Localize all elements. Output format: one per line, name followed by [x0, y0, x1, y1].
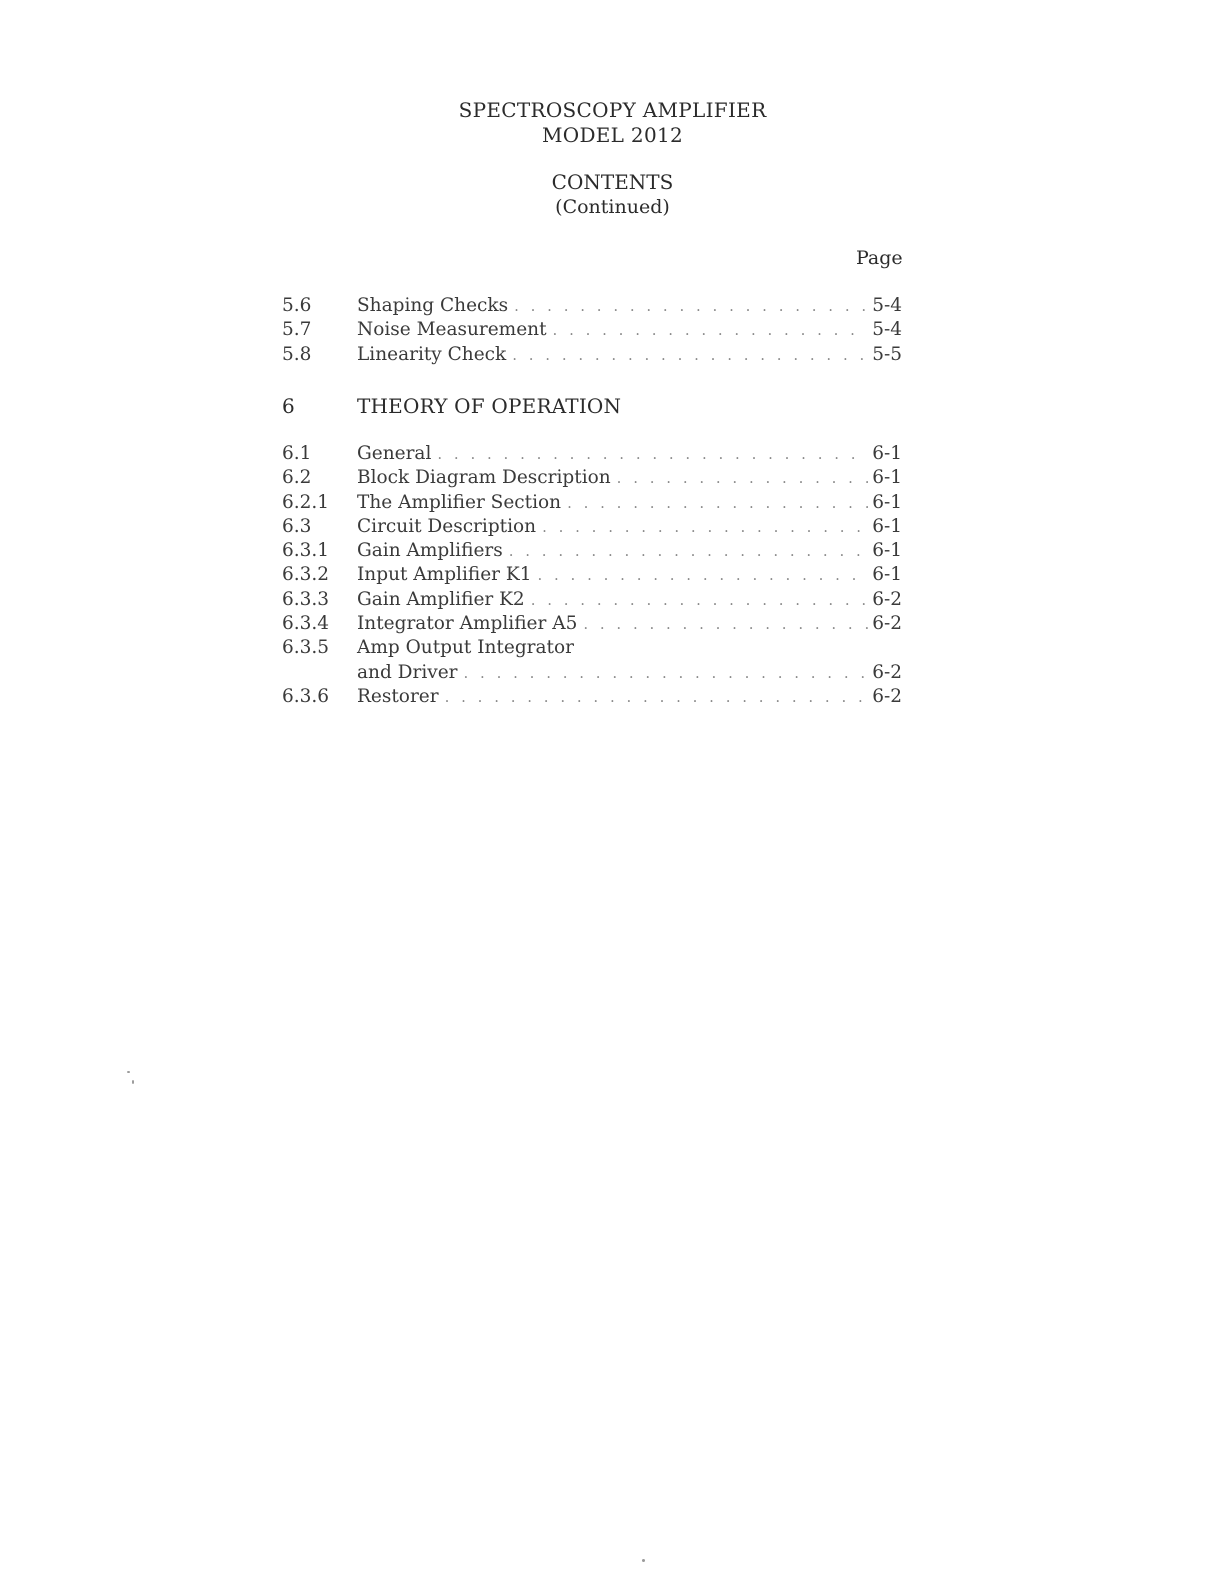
toc-entry-title: Restorer: [357, 685, 445, 709]
toc-entry-page: 6-1: [868, 539, 902, 563]
toc-entry-title: Shaping Checks: [357, 294, 514, 318]
continued-label: (Continued): [555, 196, 670, 218]
toc-entry-title: Integrator Amplifier A5: [357, 612, 583, 636]
toc-entry-title: Linearity Check: [357, 343, 512, 367]
model-number: MODEL 2012: [541, 123, 684, 147]
toc-dot-leader: [437, 442, 868, 466]
scan-speck: [132, 1080, 134, 1084]
document-header: [0, 98, 1225, 219]
section-number: 6: [282, 394, 295, 418]
toc-entry-page: 6-2: [868, 661, 902, 685]
toc-entry-page: 6-2: [868, 612, 902, 636]
toc-entry-page: 6-2: [868, 685, 902, 709]
toc-entry-number: 6.3.3: [282, 588, 330, 610]
toc-entry-body: [357, 685, 902, 709]
toc-entry-body: [357, 588, 902, 612]
toc-entry-body: [357, 539, 902, 563]
toc-list-section-5: [282, 294, 902, 367]
toc-entry-number: 6.3.2: [282, 564, 330, 586]
toc-entry-title: Gain Amplifiers: [357, 539, 509, 563]
toc-entry-page: 6-2: [868, 588, 902, 612]
toc-entry-page: 5-5: [868, 343, 902, 367]
toc-entry: [282, 539, 902, 563]
document-title: SPECTROSCOPY AMPLIFIER: [458, 98, 767, 122]
toc-entry-number: 6.3.1: [282, 540, 330, 562]
section-title: THEORY OF OPERATION: [357, 394, 622, 418]
toc-entry-number: 6.2.1: [282, 491, 330, 513]
toc-entry-body: [357, 491, 902, 515]
toc-dot-leader: [583, 612, 868, 636]
toc-entry-title: Input Amplifier K1: [357, 563, 537, 587]
toc-entry: [282, 491, 902, 515]
toc-entry: [282, 466, 902, 490]
toc-entry: [282, 685, 902, 709]
toc-entry-page: 6-1: [868, 466, 902, 490]
toc-entry-number: 5.6: [282, 295, 312, 316]
toc-entry-body: [357, 466, 902, 490]
toc-dot-leader: [531, 588, 869, 612]
toc-entry-body: [357, 318, 902, 342]
toc-entry-body: [357, 612, 902, 636]
toc-dot-leader: [512, 343, 868, 367]
toc-entry-page: 6-1: [868, 563, 902, 587]
toc-entry-number: 5.7: [282, 319, 312, 341]
toc-entry-body: [357, 515, 902, 539]
toc-dot-leader: [464, 661, 869, 685]
toc-entry: [282, 636, 902, 660]
toc-entry: [282, 563, 902, 587]
toc-entry: [282, 661, 902, 685]
toc-entry-number: 6.3.4: [282, 613, 330, 635]
toc-dot-leader: [445, 685, 869, 709]
toc-entry-body: [357, 661, 902, 685]
toc-entry-title: The Amplifier Section: [357, 491, 567, 515]
toc-entry-title: and Driver: [357, 661, 464, 685]
toc-entry-title: Amp Output Integrator: [357, 636, 580, 660]
toc-entry-body: [357, 563, 902, 587]
toc-entry: [282, 343, 902, 367]
toc-entry-number: 6.3.6: [282, 685, 330, 707]
toc-entry-page: 6-1: [868, 515, 902, 539]
toc-entry-page: 6-1: [868, 442, 902, 466]
toc-entry-title: Gain Amplifier K2: [357, 588, 531, 612]
toc-entry-number: 5.8: [282, 343, 312, 365]
toc-dot-leader: [567, 491, 868, 515]
toc-entry-number: 6.1: [282, 443, 312, 464]
toc-entry: [282, 612, 902, 636]
page-column-label: Page: [856, 247, 903, 269]
scan-speck: [642, 1559, 645, 1562]
toc-entry-page: 5-4: [868, 294, 902, 318]
toc-entry: [282, 318, 902, 342]
toc-entry-page: 6-1: [868, 491, 902, 515]
toc-entry-number: 6.3: [282, 515, 312, 537]
toc-dot-leader: [617, 466, 869, 490]
toc-dot-leader: [553, 318, 869, 342]
toc-entry-title: Block Diagram Description: [357, 466, 617, 490]
toc-entry-title: General: [357, 442, 437, 466]
toc-entry-title: Circuit Description: [357, 515, 542, 539]
toc-entry: [282, 515, 902, 539]
toc-entry-body: [357, 343, 902, 367]
toc-entry: [282, 588, 902, 612]
toc-dot-leader: [537, 563, 868, 587]
toc-entry-title: Noise Measurement: [357, 318, 553, 342]
toc-entry-body: [357, 442, 902, 466]
toc-entry-number: 6.2: [282, 467, 312, 489]
toc-dot-leader: [514, 294, 868, 318]
toc-entry-body: [357, 636, 902, 660]
contents-heading: CONTENTS: [551, 170, 674, 194]
toc-entry-number: 6.3.5: [282, 637, 330, 659]
toc-dot-leader: [509, 539, 868, 563]
toc-entry: [282, 294, 902, 318]
toc-entry: [282, 442, 902, 466]
toc-entry-page: 5-4: [868, 318, 902, 342]
toc-dot-leader: [542, 515, 868, 539]
toc-list-section-6: [282, 442, 902, 709]
toc-entry-body: [357, 294, 902, 318]
scan-speck: [127, 1071, 130, 1073]
